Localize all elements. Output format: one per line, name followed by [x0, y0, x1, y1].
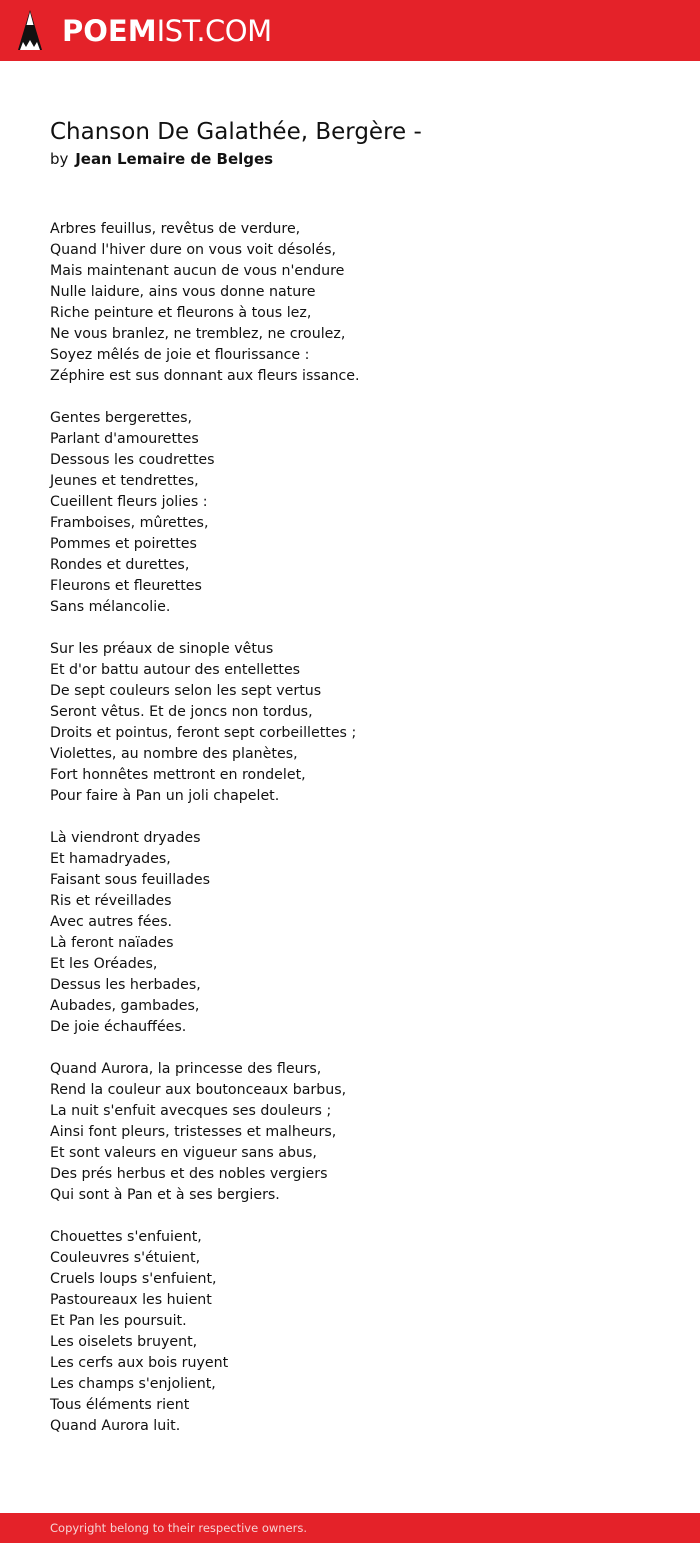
poem-line: De joie échauffées. — [50, 1019, 187, 1035]
poem-line: Dessus les herbades, — [50, 977, 201, 993]
poem-line: La nuit s'enfuit avecques ses douleurs ; — [50, 1103, 332, 1119]
poem-body — [50, 219, 670, 1458]
poem-line: Ainsi font pleurs, tristesses et malheurs, — [50, 1124, 337, 1140]
poem-line: Les oiselets bruyent, — [50, 1334, 198, 1350]
poem-line: Pour faire à Pan un joli chapelet. — [50, 788, 280, 804]
stanza — [50, 408, 670, 618]
poem-line: Cueillent fleurs jolies : — [50, 494, 208, 510]
poem-line: Framboises, mûrettes, — [50, 515, 209, 531]
poem-line: Couleuvres s'étuient, — [50, 1250, 201, 1266]
poem-line: Qui sont à Pan et à ses bergiers. — [50, 1187, 280, 1203]
stanza — [50, 219, 670, 387]
stanza — [50, 1227, 670, 1437]
poem-line: Nulle laidure, ains vous donne nature — [50, 284, 316, 300]
stanza — [50, 1059, 670, 1206]
poem-title: Chanson De Galathée, Bergère - — [50, 119, 422, 145]
poem-line: Faisant sous feuillades — [50, 872, 210, 888]
poem-line: Et hamadryades, — [50, 851, 171, 867]
by-label: by — [50, 150, 69, 168]
poem-line: Rondes et durettes, — [50, 557, 190, 573]
poem-line: Les champs s'enjolient, — [50, 1376, 216, 1392]
site-logo[interactable] — [62, 12, 272, 50]
poem-line: Là feront naïades — [50, 935, 174, 951]
poem-line: Fleurons et fleurettes — [50, 578, 202, 594]
poem-line: Soyez mêlés de joie et flourissance : — [50, 347, 310, 363]
poem-line: Sans mélancolie. — [50, 599, 171, 615]
logo-bold-text: POEM — [62, 14, 157, 48]
poem-line: Tous éléments rient — [50, 1397, 190, 1413]
poem-line: Aubades, gambades, — [50, 998, 200, 1014]
poem-line: Et sont valeurs en vigueur sans abus, — [50, 1145, 317, 1161]
poem-line: Et Pan les poursuit. — [50, 1313, 187, 1329]
byline — [50, 149, 273, 169]
poem-line: Cruels loups s'enfuient, — [50, 1271, 217, 1287]
poem-line: Les cerfs aux bois ruyent — [50, 1355, 229, 1371]
poem-line: Jeunes et tendrettes, — [50, 473, 199, 489]
poem-line: Et les Oréades, — [50, 956, 158, 972]
poem-line: Mais maintenant aucun de vous n'endure — [50, 263, 345, 279]
poem-line: Chouettes s'enfuient, — [50, 1229, 202, 1245]
poem-line: Pommes et poirettes — [50, 536, 197, 552]
poem-line: Gentes bergerettes, — [50, 410, 192, 426]
poem-line: De sept couleurs selon les sept vertus — [50, 683, 322, 699]
author-name[interactable]: Jean Lemaire de Belges — [75, 150, 274, 168]
site-footer — [0, 1513, 700, 1543]
poem-line: Dessous les coudrettes — [50, 452, 215, 468]
poem-line: Sur les préaux de sinople vêtus — [50, 641, 274, 657]
poem-line: Ne vous branlez, ne tremblez, ne croulez, — [50, 326, 346, 342]
poem-line: Quand Aurora luit. — [50, 1418, 181, 1434]
poem-line: Fort honnêtes mettront en rondelet, — [50, 767, 306, 783]
poem-line: Zéphire est sus donnant aux fleurs issance. — [50, 368, 360, 384]
poem-line: Ris et réveillades — [50, 893, 172, 909]
logo-light-text: IST.COM — [156, 14, 272, 48]
poem-line: Violettes, au nombre des planètes, — [50, 746, 298, 762]
stanza — [50, 828, 670, 1038]
pencil-logo-icon[interactable] — [17, 9, 43, 51]
poem-line: Parlant d'amourettes — [50, 431, 199, 447]
poem-line: Arbres feuillus, revêtus de verdure, — [50, 221, 301, 237]
stanza — [50, 639, 670, 807]
site-header — [0, 0, 700, 61]
poem-line: Riche peinture et fleurons à tous lez, — [50, 305, 312, 321]
poem-line: Et d'or battu autour des entellettes — [50, 662, 301, 678]
poem-line: Des prés herbus et des nobles vergiers — [50, 1166, 328, 1182]
poem-line: Pastoureaux les huient — [50, 1292, 212, 1308]
copyright-text: Copyright belong to their respective owners. — [50, 1521, 308, 1535]
poem-line: Avec autres fées. — [50, 914, 173, 930]
poem-line: Droits et pointus, feront sept corbeillettes ; — [50, 725, 357, 741]
poem-line: Quand l'hiver dure on vous voit désolés, — [50, 242, 336, 258]
poem-line: Quand Aurora, la princesse des fleurs, — [50, 1061, 322, 1077]
poem-line: Là viendront dryades — [50, 830, 201, 846]
poem-line: Rend la couleur aux boutonceaux barbus, — [50, 1082, 347, 1098]
poem-line: Seront vêtus. Et de joncs non tordus, — [50, 704, 313, 720]
